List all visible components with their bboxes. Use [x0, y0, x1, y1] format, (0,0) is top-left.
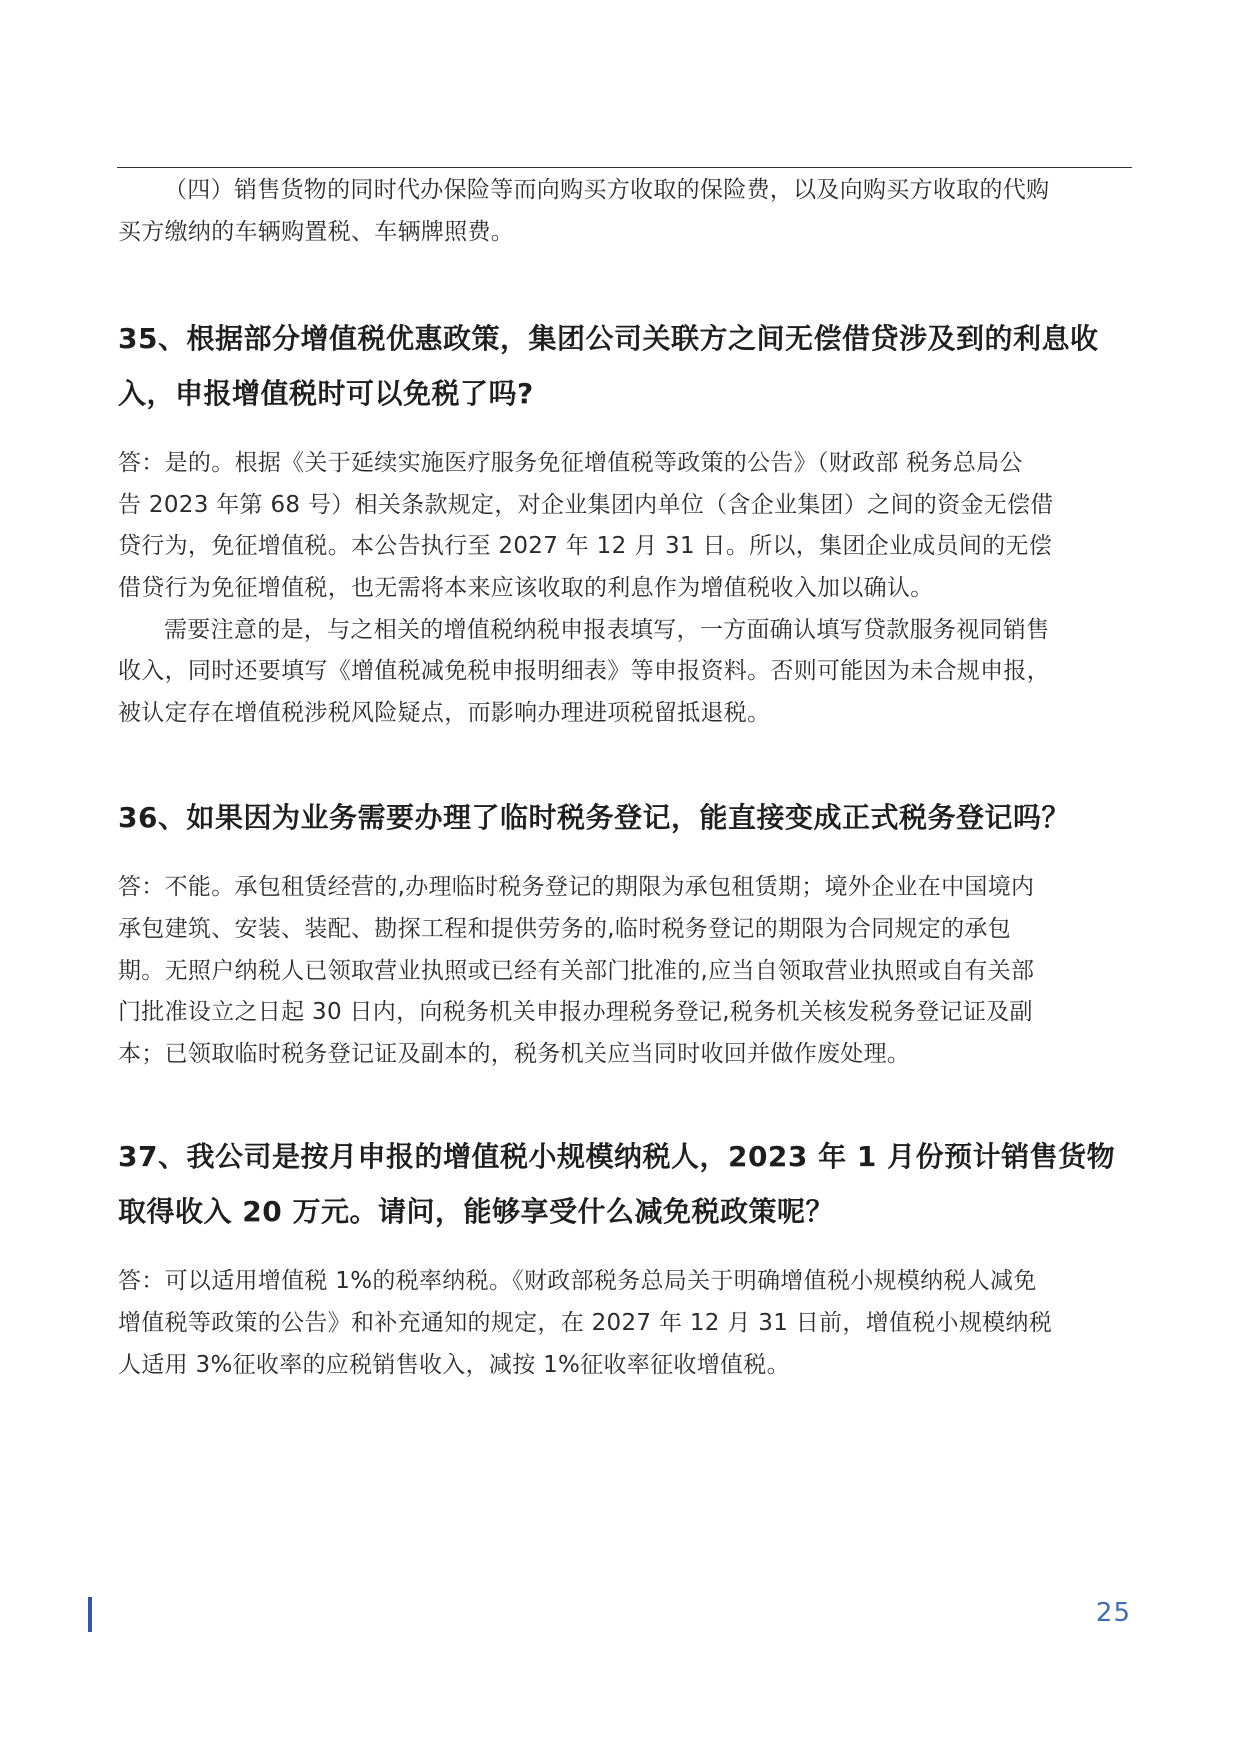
spacer — [118, 1239, 1130, 1261]
question-heading: 36、如果因为业务需要办理了临时税务登记，能直接变成正式税务登记吗？ — [118, 801, 1070, 835]
spacer — [118, 421, 1130, 443]
qa-section-36 — [118, 790, 1130, 1075]
page-number: 25 — [1095, 1598, 1131, 1628]
spacer — [118, 1075, 1130, 1129]
answer-paragraph: 答：是的。根据《关于延续实施医疗服务免征增值税等政策的公告》（财政部 税务总局公 告 2023 年第 68 号）相关条款规定，对企业集团内单位（含企业集团）之间的资金无偿借 贷行为，免征增值税。本公告执行至 2027 年 12 月 31 日。所以，集团企业成员间的无偿 借贷行为免征增值税，也无需将本来应该收取的利息作为增值税收入加以确认。 — [118, 450, 1054, 601]
qa-section-35 — [118, 311, 1130, 734]
question-heading: 35、根据部分增值税优惠政策，集团公司关联方之间无偿借贷涉及到的利息收 入，申报增值税时可以免税了吗? — [118, 322, 1099, 411]
answer-paragraph: 答：可以适用增值税 1%的税率纳税。《财政部税务总局关于明确增值税小规模纳税人减免 增值税等政策的公告》和补充通知的规定，在 2027 年 12 月 31 日前，增值税小规模纳税 人适用 3%征收率的应税销售收入，减按 1%征收率征收增值税。 — [118, 1268, 1053, 1378]
page-content — [118, 170, 1130, 1386]
header-rule — [117, 167, 1132, 168]
answer-paragraph: 需要注意的是，与之相关的增值税纳税申报表填写，一方面确认填写贷款服务视同销售 收入，同时还要填写《增值税减免税申报明细表》等申报资料。否则可能因为未合规申报， 被认定存在增值税涉税风险疑点，而影响办理进项税留抵退税。 — [118, 616, 1050, 726]
spacer — [118, 253, 1130, 311]
answer-paragraph: 答：不能。承包租赁经营的,办理临时税务登记的期限为承包租赁期；境外企业在中国境内 承包建筑、安装、装配、勘探工程和提供劳务的,临时税务登记的期限为合同规定的承包 期。无照户纳税人已领取营业执照或已经有关部门批准的,应当自领取营业执照或自有关部 门批准设立之日起 30 日内，向税务机关申报办理税务登记,税务机关核发税务登记证及副 本；已领取临时税务登记证及副本的，税务机关应当同时收回并做作废处理。 — [118, 874, 1035, 1067]
qa-section-37 — [118, 1129, 1130, 1386]
page-marker-bar — [88, 1597, 92, 1632]
spacer — [118, 734, 1130, 790]
spacer — [118, 845, 1130, 867]
question-heading: 37、我公司是按月申报的增值税小规模纳税人，2023 年 1 月份预计销售货物 取得收入 20 万元。请问，能够享受什么减免税政策呢？ — [118, 1140, 1116, 1229]
intro-paragraph: （四）销售货物的同时代办保险等而向购买方收取的保险费，以及向购买方收取的代购 买方缴纳的车辆购置税、车辆牌照费。 — [118, 177, 1050, 245]
